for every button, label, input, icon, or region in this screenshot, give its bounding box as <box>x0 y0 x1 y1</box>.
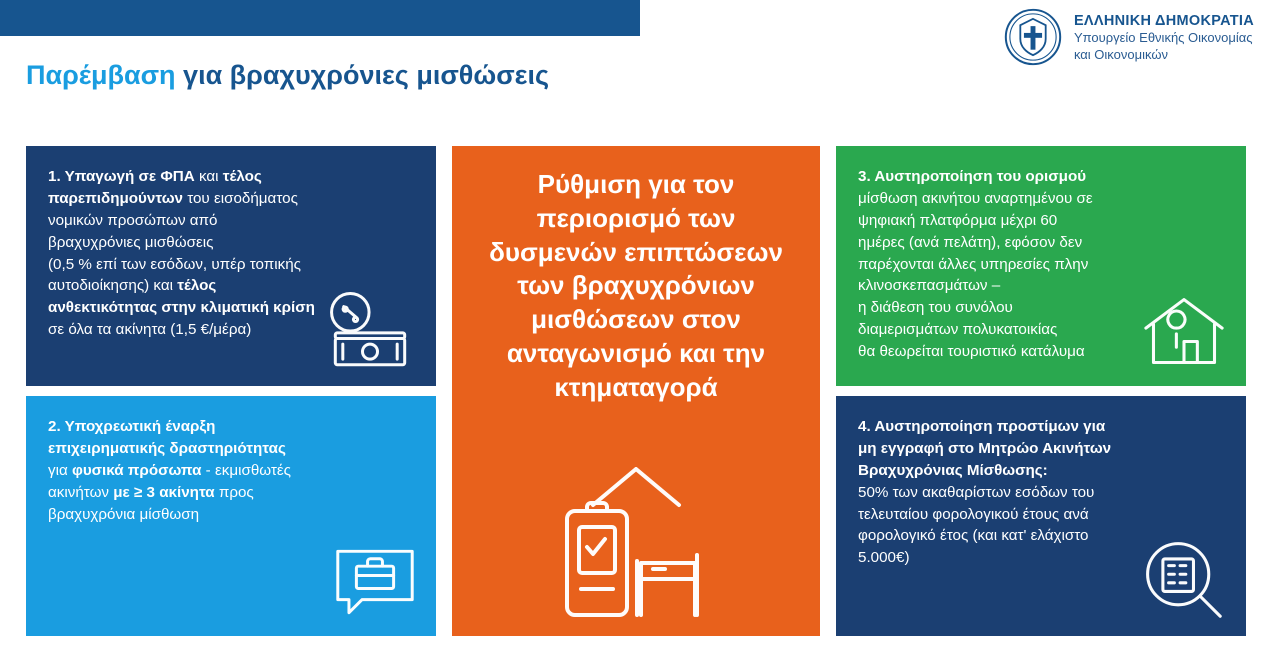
briefcase-chat-icon <box>330 542 420 622</box>
card3-text: 3. Αυστηροποίηση του ορισμού μίσθωση ακινήτου αναρτημένου σε ψηφιακή πλατφόρμα μέχρι 60 ημέρες (ανά πελάτη), εφόσον δεν παρέχονται άλλες υπηρεσίες πλην κλινοσκεπασμάτων – η διάθεση του συνόλου διαμερισμάτων πολυκατοικίας θα θεωρείται τουριστικό κατάλυμα <box>858 168 1093 361</box>
card1-text: 1. Υπαγωγή σε ΦΠΑ και τέλος παρεπιδημούντων του εισοδήματος νομικών προσώπων από βραχυχρόνιες μισθώσεις (0,5 % επί των εσόδων, υπέρ τοπικής αυτοδιοίκησης) και τέλος ανθεκτικότητας στην κλιματική κρίση σε όλα τα ακίνητα (1,5 €/μέρα) <box>48 168 315 339</box>
top-accent-bar <box>0 0 640 36</box>
card-main-regulation <box>452 146 820 636</box>
card2-text: 2. Υποχρεωτική έναρξη επιχειρηματικής δραστηριότητας για φυσικά πρόσωπα - εκμισθωτές ακινήτων με ≥ 3 ακίνητα προς βραχυχρόνια μίσθωση <box>48 418 291 523</box>
ministry-line2: Υπουργείο Εθνικής Οικονομίας <box>1073 30 1253 46</box>
ministry-header <box>1004 8 1254 66</box>
page-title-accent: Παρέμβαση <box>26 60 176 90</box>
card-penalties <box>836 396 1246 636</box>
page-title <box>26 60 549 91</box>
card4-text: 4. Αυστηροποίηση προστίμων για μη εγγραφή στο Μητρώο Ακινήτων Βραχυχρόνιας Μίσθωσης: 50% των ακαθαρίστων εσόδων του τελευταίου φορολογικού έτους ανά φορολογικό έτος (και κατ' ελάχιστο 5.000€) <box>858 418 1112 567</box>
card-business-start <box>26 396 436 636</box>
card-vat-levy <box>26 146 436 386</box>
ministry-line3: και Οικονομικών <box>1073 47 1168 63</box>
ministry-line1: ΕΛΛΗΝΙΚΗ ΔΗΜΟΚΡΑΤΙΑ <box>1073 13 1254 29</box>
ministry-text <box>1074 8 1254 64</box>
page-title-rest: για βραχυχρόνιες μισθώσεις <box>175 60 550 90</box>
center-card-text: Ρύθμιση για τον περιορισμό των δυσμενών επιπτώσεων των βραχυχρόνιων μισθώσεων στον ανταγωνισμό και την κτηματαγορά <box>489 169 783 402</box>
phone-booking-bed-icon <box>541 449 731 624</box>
greek-coat-of-arms-icon <box>1004 8 1062 66</box>
card-definition-tightening <box>836 146 1246 386</box>
